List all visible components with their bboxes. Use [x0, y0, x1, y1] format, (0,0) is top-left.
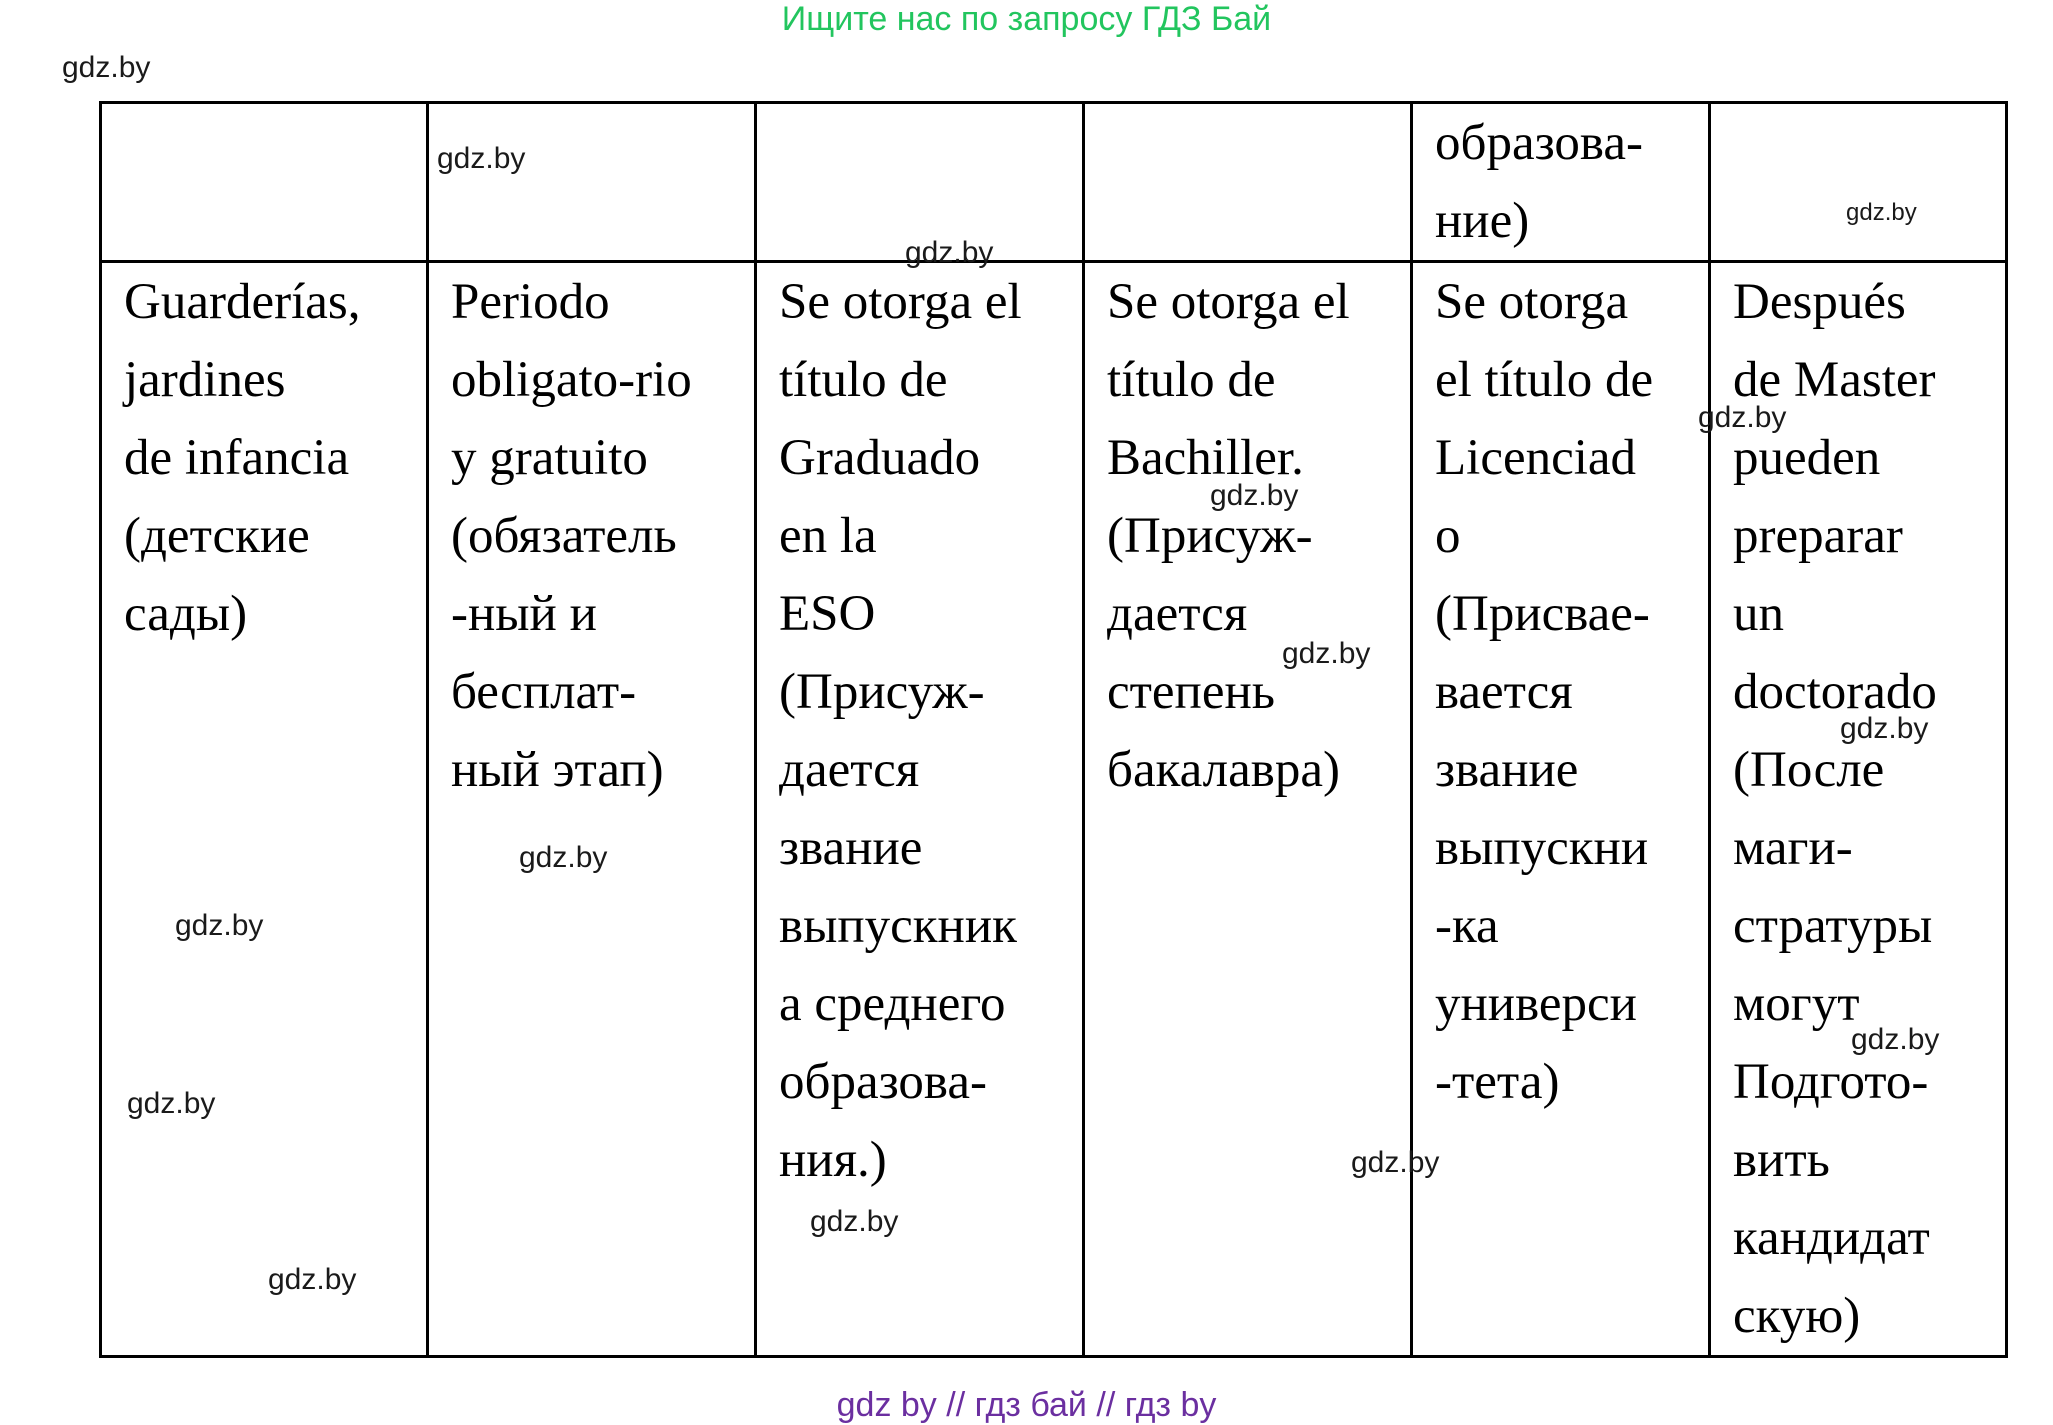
table-cell-compulsory: Periodo obligato-rio y gratuito (обязатель -ный и бесплат- ный этап) [428, 262, 756, 1357]
table-cell-eso: Se otorga el título de Graduado en la ESO (Присуж- дается звание выпускник а среднего образова- ния.) [756, 262, 1084, 1357]
watermark: gdz.by [268, 1263, 357, 1296]
watermark: gdz.by [1846, 199, 1917, 226]
watermark: gdz.by [62, 51, 151, 84]
footer-promo-text: gdz by // гдз бай // гдз by [836, 1386, 1217, 1424]
search-promo-text: Ищите нас по запросу ГДЗ Бай [781, 0, 1272, 38]
watermark: gdz.by [1210, 479, 1299, 512]
watermark: gdz.by [905, 236, 994, 269]
table-cell: образова- ние) [1412, 103, 1710, 262]
watermark: gdz.by [519, 841, 608, 874]
table-cell [1084, 103, 1412, 262]
watermark: gdz.by [1840, 712, 1929, 745]
education-table [99, 101, 2008, 1358]
table-cell-licenciado: Se otorga el título de Licenciad о (Присвае- вается звание выпускни -ка универси -тета) [1412, 262, 1710, 1357]
table-cell [1710, 103, 2007, 262]
watermark: gdz.by [127, 1087, 216, 1120]
table-cell [101, 103, 428, 262]
table-cell [428, 103, 756, 262]
watermark: gdz.by [175, 909, 264, 942]
watermark: gdz.by [1282, 637, 1371, 670]
table-cell-preschool: Guarderías, jardines de infancia (детские сады) [101, 262, 428, 1357]
watermark: gdz.by [437, 142, 526, 175]
watermark: gdz.by [810, 1205, 899, 1238]
table-cell-doctorado: Después de Master pueden preparar un doctorado (После маги- стратуры могут Подгото- вить кандидат скую) [1710, 262, 2007, 1357]
watermark: gdz.by [1698, 401, 1787, 434]
watermark: gdz.by [1351, 1146, 1440, 1179]
table-row [101, 103, 2007, 262]
watermark: gdz.by [1851, 1023, 1940, 1056]
table-cell-bachiller: Se otorga el título de Bachiller. (Присуж- дается степень бакалавра) [1084, 262, 1412, 1357]
